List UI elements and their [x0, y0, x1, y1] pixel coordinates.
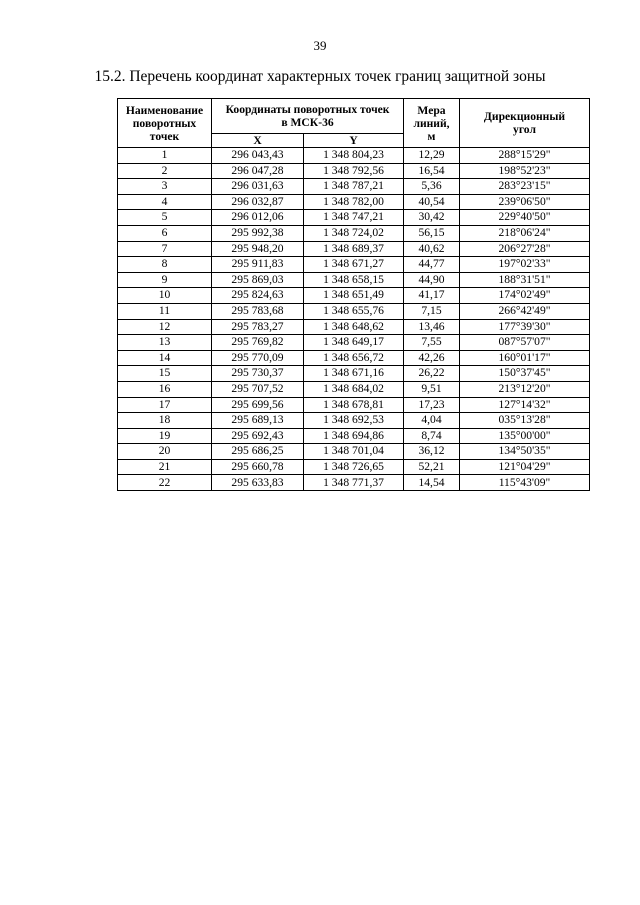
line-length-cell: 7,15 [404, 303, 460, 319]
direction-angle-cell: 266°42'49" [460, 303, 590, 319]
direction-angle-cell: 177°39'30" [460, 319, 590, 335]
line-length-cell: 5,36 [404, 179, 460, 195]
point-number-cell: 17 [118, 397, 212, 413]
x-coordinate-cell: 295 869,03 [212, 272, 304, 288]
x-coordinate-cell: 295 730,37 [212, 366, 304, 382]
x-coordinate-cell: 295 770,09 [212, 350, 304, 366]
direction-angle-cell: 239°06'50" [460, 194, 590, 210]
table-row [118, 350, 590, 366]
point-number-cell: 2 [118, 163, 212, 179]
table-row [118, 163, 590, 179]
line-length-cell: 41,17 [404, 288, 460, 304]
coordinates-table [117, 98, 590, 491]
line-length-cell: 7,55 [404, 335, 460, 351]
point-number-cell: 11 [118, 303, 212, 319]
table-row [118, 444, 590, 460]
y-coordinate-cell: 1 348 651,49 [304, 288, 404, 304]
direction-angle-cell: 213°12'20" [460, 381, 590, 397]
point-number-cell: 8 [118, 257, 212, 273]
x-coordinate-cell: 295 633,83 [212, 475, 304, 491]
point-number-cell: 9 [118, 272, 212, 288]
header-measure-line: Мера [417, 103, 446, 117]
x-coordinate-cell: 295 948,20 [212, 241, 304, 257]
y-coordinate-cell: 1 348 792,56 [304, 163, 404, 179]
header-measure [404, 99, 460, 148]
header-x: X [212, 134, 304, 148]
table-row [118, 194, 590, 210]
x-coordinate-cell: 295 783,68 [212, 303, 304, 319]
header-coordinates-line: в МСК-36 [281, 116, 334, 129]
y-coordinate-cell: 1 348 692,53 [304, 413, 404, 429]
table-body [118, 148, 590, 491]
table-row [118, 335, 590, 351]
y-coordinate-cell: 1 348 771,37 [304, 475, 404, 491]
page-number: 39 [313, 38, 327, 53]
header-point-name [118, 99, 212, 148]
table-row [118, 459, 590, 475]
direction-angle-cell: 035°13'28" [460, 413, 590, 429]
y-coordinate-cell: 1 348 656,72 [304, 350, 404, 366]
x-coordinate-cell: 296 047,28 [212, 163, 304, 179]
direction-angle-cell: 206°27'28" [460, 241, 590, 257]
x-coordinate-cell: 295 911,83 [212, 257, 304, 273]
table-row [118, 225, 590, 241]
x-coordinate-cell: 295 689,13 [212, 413, 304, 429]
direction-angle-cell: 121°04'29" [460, 459, 590, 475]
section-title: 15.2. Перечень координат характерных точек границ защитной зоны [94, 68, 546, 85]
direction-angle-cell: 229°40'50" [460, 210, 590, 226]
direction-angle-cell: 135°00'00" [460, 428, 590, 444]
table-row [118, 475, 590, 491]
point-number-cell: 3 [118, 179, 212, 195]
point-number-cell: 5 [118, 210, 212, 226]
table-row [118, 319, 590, 335]
point-number-cell: 21 [118, 459, 212, 475]
line-length-cell: 44,90 [404, 272, 460, 288]
point-number-cell: 15 [118, 366, 212, 382]
table-row [118, 272, 590, 288]
x-coordinate-cell: 295 824,63 [212, 288, 304, 304]
table-row [118, 148, 590, 164]
x-coordinate-cell: 296 031,63 [212, 179, 304, 195]
y-coordinate-cell: 1 348 671,16 [304, 366, 404, 382]
y-coordinate-cell: 1 348 694,86 [304, 428, 404, 444]
header-measure-line: м [427, 129, 436, 143]
table-row [118, 210, 590, 226]
x-coordinate-cell: 296 032,87 [212, 194, 304, 210]
x-coordinate-cell: 295 707,52 [212, 381, 304, 397]
y-coordinate-cell: 1 348 724,02 [304, 225, 404, 241]
line-length-cell: 12,29 [404, 148, 460, 164]
line-length-cell: 56,15 [404, 225, 460, 241]
y-coordinate-cell: 1 348 787,21 [304, 179, 404, 195]
point-number-cell: 22 [118, 475, 212, 491]
point-number-cell: 14 [118, 350, 212, 366]
x-coordinate-cell: 295 769,82 [212, 335, 304, 351]
direction-angle-cell: 288°15'29" [460, 148, 590, 164]
header-point-name-line: точек [149, 129, 180, 143]
point-number-cell: 18 [118, 413, 212, 429]
point-number-cell: 13 [118, 335, 212, 351]
line-length-cell: 9,51 [404, 381, 460, 397]
header-point-name-line: Наименование [125, 103, 204, 117]
direction-angle-cell: 174°02'49" [460, 288, 590, 304]
line-length-cell: 14,54 [404, 475, 460, 491]
point-number-cell: 19 [118, 428, 212, 444]
point-number-cell: 12 [118, 319, 212, 335]
x-coordinate-cell: 295 660,78 [212, 459, 304, 475]
point-number-cell: 10 [118, 288, 212, 304]
y-coordinate-cell: 1 348 648,62 [304, 319, 404, 335]
y-coordinate-cell: 1 348 804,23 [304, 148, 404, 164]
direction-angle-cell: 087°57'07" [460, 335, 590, 351]
header-direction-line: Дирекционный [483, 110, 566, 123]
y-coordinate-cell: 1 348 701,04 [304, 444, 404, 460]
y-coordinate-cell: 1 348 782,00 [304, 194, 404, 210]
direction-angle-cell: 197°02'33" [460, 257, 590, 273]
line-length-cell: 40,54 [404, 194, 460, 210]
x-coordinate-cell: 295 992,38 [212, 225, 304, 241]
line-length-cell: 52,21 [404, 459, 460, 475]
table-row [118, 303, 590, 319]
direction-angle-cell: 127°14'32" [460, 397, 590, 413]
line-length-cell: 40,62 [404, 241, 460, 257]
x-coordinate-cell: 295 783,27 [212, 319, 304, 335]
direction-angle-cell: 283°23'15" [460, 179, 590, 195]
line-length-cell: 42,26 [404, 350, 460, 366]
header-coordinates-line: Координаты поворотных точек [225, 103, 390, 116]
y-coordinate-cell: 1 348 671,27 [304, 257, 404, 273]
table-row [118, 428, 590, 444]
y-coordinate-cell: 1 348 658,15 [304, 272, 404, 288]
x-coordinate-cell: 296 012,06 [212, 210, 304, 226]
table-row [118, 413, 590, 429]
line-length-cell: 30,42 [404, 210, 460, 226]
point-number-cell: 20 [118, 444, 212, 460]
y-coordinate-cell: 1 348 726,65 [304, 459, 404, 475]
y-coordinate-cell: 1 348 678,81 [304, 397, 404, 413]
x-coordinate-cell: 295 686,25 [212, 444, 304, 460]
header-point-name-line: поворотных [132, 116, 197, 130]
header-coordinates-group [212, 99, 404, 134]
y-coordinate-cell: 1 348 684,02 [304, 381, 404, 397]
point-number-cell: 6 [118, 225, 212, 241]
header-measure-line: линий, [413, 116, 450, 130]
line-length-cell: 17,23 [404, 397, 460, 413]
line-length-cell: 26,22 [404, 366, 460, 382]
table-row [118, 179, 590, 195]
header-direction [460, 99, 590, 148]
table-row [118, 288, 590, 304]
header-y: Y [304, 134, 404, 148]
point-number-cell: 16 [118, 381, 212, 397]
point-number-cell: 7 [118, 241, 212, 257]
table-row [118, 381, 590, 397]
point-number-cell: 4 [118, 194, 212, 210]
direction-angle-cell: 150°37'45" [460, 366, 590, 382]
table-row [118, 397, 590, 413]
direction-angle-cell: 218°06'24" [460, 225, 590, 241]
table-row [118, 241, 590, 257]
y-coordinate-cell: 1 348 689,37 [304, 241, 404, 257]
table-row [118, 257, 590, 273]
line-length-cell: 13,46 [404, 319, 460, 335]
header-direction-line: угол [513, 123, 536, 136]
direction-angle-cell: 188°31'51" [460, 272, 590, 288]
line-length-cell: 4,04 [404, 413, 460, 429]
y-coordinate-cell: 1 348 649,17 [304, 335, 404, 351]
x-coordinate-cell: 296 043,43 [212, 148, 304, 164]
x-coordinate-cell: 295 692,43 [212, 428, 304, 444]
line-length-cell: 44,77 [404, 257, 460, 273]
line-length-cell: 16,54 [404, 163, 460, 179]
x-coordinate-cell: 295 699,56 [212, 397, 304, 413]
point-number-cell: 1 [118, 148, 212, 164]
direction-angle-cell: 160°01'17" [460, 350, 590, 366]
line-length-cell: 8,74 [404, 428, 460, 444]
table-row [118, 366, 590, 382]
line-length-cell: 36,12 [404, 444, 460, 460]
direction-angle-cell: 115°43'09" [460, 475, 590, 491]
y-coordinate-cell: 1 348 655,76 [304, 303, 404, 319]
direction-angle-cell: 198°52'23" [460, 163, 590, 179]
y-coordinate-cell: 1 348 747,21 [304, 210, 404, 226]
direction-angle-cell: 134°50'35" [460, 444, 590, 460]
